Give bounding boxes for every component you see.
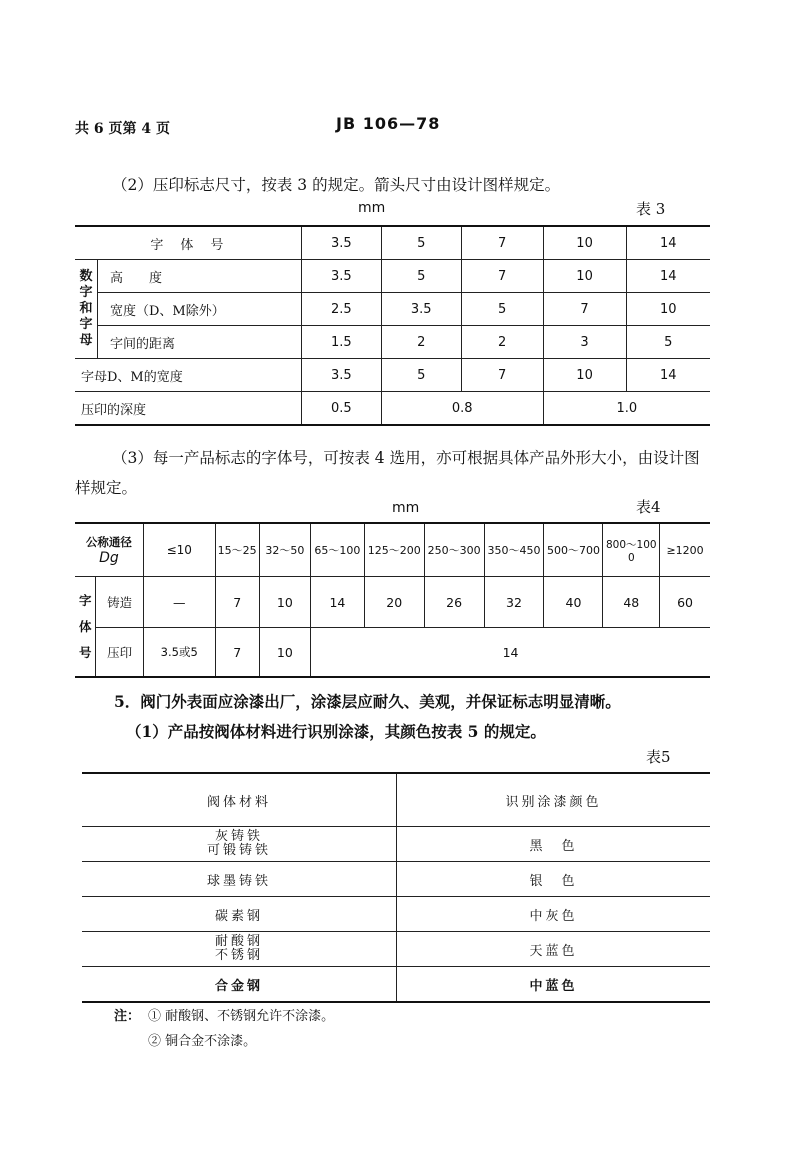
table-cell: 15～25 bbox=[215, 523, 259, 577]
note-prefix: 注： bbox=[114, 1009, 141, 1024]
table4-unit: mm bbox=[392, 500, 420, 516]
table-cell: 1.0 bbox=[543, 392, 710, 426]
row-label: 压印的深度 bbox=[75, 392, 301, 426]
table-cell: 7 bbox=[543, 293, 626, 326]
group-label: 数字和字母 bbox=[75, 260, 97, 359]
table-row bbox=[82, 897, 710, 932]
table-cell: 10 bbox=[543, 260, 626, 293]
page-count: 共 6 页第 4 页 bbox=[75, 121, 170, 137]
table-cell: 3 bbox=[543, 326, 626, 359]
table-row bbox=[75, 577, 710, 628]
table-cell: ≥1200 bbox=[660, 523, 710, 577]
row-label: 压印 bbox=[96, 628, 143, 678]
table-cell: 40 bbox=[544, 577, 603, 628]
column-header: 阀体材料 bbox=[82, 773, 397, 827]
table-cell: 20 bbox=[364, 577, 424, 628]
row-label: 宽度（D、M除外） bbox=[97, 293, 301, 326]
table-cell: 3.5 bbox=[301, 226, 381, 260]
table-3 bbox=[75, 225, 710, 426]
table-cell: 800～1000 bbox=[603, 523, 660, 577]
table-cell: 500～700 bbox=[544, 523, 603, 577]
table-cell: 48 bbox=[603, 577, 660, 628]
table-cell: 天蓝色 bbox=[397, 932, 711, 967]
table-cell: 60 bbox=[660, 577, 710, 628]
standard-code: JB 106—78 bbox=[336, 114, 441, 133]
table-cell: 7 bbox=[461, 226, 543, 260]
table4-label: 表4 bbox=[636, 498, 661, 516]
table-cell: 14 bbox=[626, 359, 710, 392]
table-cell: 0.8 bbox=[381, 392, 543, 426]
table-cell: 5 bbox=[626, 326, 710, 359]
table-cell: — bbox=[143, 577, 215, 628]
table-cell: 10 bbox=[543, 226, 626, 260]
group-label: 字体号 bbox=[75, 577, 96, 678]
table-row bbox=[75, 523, 710, 577]
table-cell: 2 bbox=[381, 326, 461, 359]
table-cell: 球墨铸铁 bbox=[82, 862, 397, 897]
table-cell: 0.5 bbox=[301, 392, 381, 426]
table-cell: 125～200 bbox=[364, 523, 424, 577]
table-cell: 65～100 bbox=[311, 523, 365, 577]
table-cell: 5 bbox=[381, 226, 461, 260]
table-cell: 7 bbox=[461, 260, 543, 293]
table3-label: 表 3 bbox=[636, 200, 666, 218]
row-label: 字间的距离 bbox=[97, 326, 301, 359]
table-cell: 7 bbox=[215, 628, 259, 678]
table-cell: 3.5 bbox=[381, 293, 461, 326]
note-item-2: ② 铜合金不涂漆。 bbox=[148, 1034, 257, 1049]
table-cell: 32～50 bbox=[259, 523, 310, 577]
table5-label: 表5 bbox=[646, 748, 671, 766]
table-cell: ≤10 bbox=[143, 523, 215, 577]
dg-label: 公称通径 bbox=[85, 535, 132, 549]
table-cell: 32 bbox=[484, 577, 544, 628]
paragraph-5: 5．阀门外表面应涂漆出厂，涂漆层应耐久、美观，并保证标志明显清晰。 bbox=[114, 692, 621, 711]
table-4 bbox=[75, 522, 710, 678]
row-label: 高 度 bbox=[97, 260, 301, 293]
table-cell: 10 bbox=[626, 293, 710, 326]
table-cell: 黑 色 bbox=[397, 827, 711, 862]
dg-symbol: Dg bbox=[99, 550, 119, 566]
table-row bbox=[75, 392, 710, 426]
table-cell: 银 色 bbox=[397, 862, 711, 897]
table-row bbox=[75, 359, 710, 392]
table-header-row bbox=[82, 773, 710, 827]
table-cell: 1.5 bbox=[301, 326, 381, 359]
table-cell: 14 bbox=[311, 577, 365, 628]
column-header: 识别涂漆颜色 bbox=[505, 794, 602, 810]
table-row bbox=[75, 226, 710, 260]
table-cell: 2 bbox=[461, 326, 543, 359]
table-row bbox=[75, 326, 710, 359]
table-cell: 5 bbox=[381, 260, 461, 293]
table-row bbox=[82, 932, 710, 967]
table-cell: 中灰色 bbox=[397, 897, 711, 932]
table-row bbox=[75, 293, 710, 326]
table-cell: 碳素钢 bbox=[82, 897, 397, 932]
table-row bbox=[82, 827, 710, 862]
table-cell: 14 bbox=[311, 628, 710, 678]
table-5 bbox=[82, 772, 710, 1003]
table-cell: 10 bbox=[259, 628, 310, 678]
paragraph-3: （3）每一产品标志的字体号，可按表 4 选用，亦可根据具体产品外形大小，由设计图样规定。 bbox=[75, 449, 700, 497]
table-cell: 3.5 bbox=[301, 260, 381, 293]
table-cell: 灰铸铁 可锻铸铁 bbox=[82, 827, 397, 862]
paragraph-5-1: （1）产品按阀体材料进行识别涂漆，其颜色按表 5 的规定。 bbox=[126, 722, 546, 741]
table-cell: 10 bbox=[543, 359, 626, 392]
table-cell: 7 bbox=[461, 359, 543, 392]
table-cell: 3.5 bbox=[301, 359, 381, 392]
table-cell: 3.5或5 bbox=[143, 628, 215, 678]
table-cell: 10 bbox=[259, 577, 310, 628]
table-cell: 7 bbox=[215, 577, 259, 628]
table-cell: 250～300 bbox=[424, 523, 484, 577]
table-cell: 2.5 bbox=[301, 293, 381, 326]
row-label: 字母D、M的宽度 bbox=[75, 359, 301, 392]
table-cell: 14 bbox=[626, 226, 710, 260]
table-cell: 5 bbox=[381, 359, 461, 392]
table-cell: 5 bbox=[461, 293, 543, 326]
row-label: 铸造 bbox=[96, 577, 143, 628]
table-cell: 350～450 bbox=[484, 523, 544, 577]
row-header-label: 字 体 号 bbox=[75, 226, 301, 260]
dg-header bbox=[75, 523, 143, 577]
table-row bbox=[75, 628, 710, 678]
paragraph-2: （2）压印标志尺寸，按表 3 的规定。箭头尺寸由设计图样规定。 bbox=[112, 176, 561, 194]
table-cell: 耐酸钢 不锈钢 bbox=[82, 932, 397, 967]
table-row bbox=[75, 260, 710, 293]
table-cell: 14 bbox=[626, 260, 710, 293]
note-item-1: ① 耐酸钢、不锈钢允许不涂漆。 bbox=[148, 1009, 335, 1024]
table3-unit: mm bbox=[358, 200, 386, 216]
table-cell: 合金钢 bbox=[82, 967, 397, 1003]
table-row bbox=[82, 862, 710, 897]
table-cell: 26 bbox=[424, 577, 484, 628]
table-row bbox=[82, 967, 710, 1003]
table-cell: 中蓝色 bbox=[397, 967, 711, 1003]
